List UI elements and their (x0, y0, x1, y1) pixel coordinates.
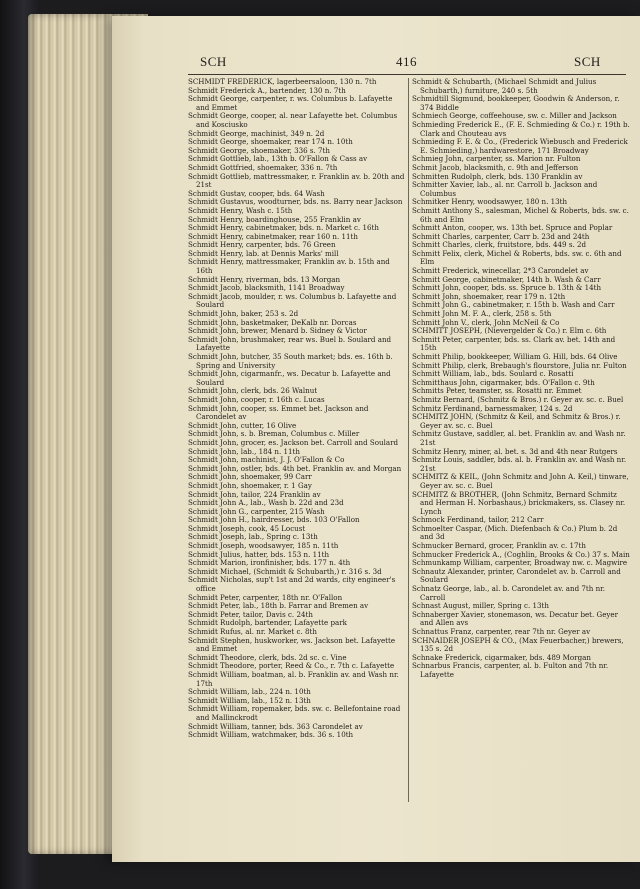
directory-entry: Schmidt William, lab., 152 n. 13th (188, 695, 311, 705)
directory-entry: Schmidt John, lab., 184 n. 11th (188, 446, 300, 456)
directory-entry: Schmucker Frederick A., (Coghlin, Brooks & Co.) 37 s. Main (412, 549, 630, 559)
directory-entry: Schmitt Frederick, winecellar, 2*3 Carondelet av (412, 266, 589, 276)
directory-entry: Schmidt John, brushmaker, rear ws. Buel b. Soulard and Lafayette (188, 334, 392, 353)
directory-entry: Schmidt Gustav, cooper, bds. 64 Wash (188, 188, 325, 198)
directory-entry: Schmunkamp William, carpenter, Broadway nw. c. Magwire (412, 558, 628, 568)
right-column (412, 78, 630, 680)
directory-entry: Schmidt William, ropemaker, bds. sw. c. Bellefontaine road and Mallinckrodt (188, 704, 401, 722)
directory-entry: Schmitten Rudolph, clerk, bds. 130 Franklin av (412, 171, 583, 181)
left-column (188, 78, 406, 740)
directory-entry: Schmidt Peter, tailor, Davis c. 24th (188, 609, 313, 619)
directory-entry: Schmidt Peter, carpenter, 18th nr. O'Fallon (188, 592, 343, 602)
directory-entry: Schmidt George, shoemaker, 336 s. 7th (188, 145, 330, 155)
directory-entry: Schmidt Nicholas, sup't 1st and 2d wards, city engineer's office (188, 575, 396, 594)
directory-entry: Schmidt William, watchmaker, bds. 36 s. 10th (188, 730, 354, 740)
header-right: SCH (574, 54, 601, 69)
directory-entry: Schmitt John V., clerk, John McNeil & Co (412, 317, 560, 327)
directory-entry: Schmidt John, basketmaker, DeKalb nr. Dorcas (188, 317, 357, 327)
directory-entry: Schmidt Henry, carpenter, bds. 76 Green (188, 240, 336, 250)
directory-entry: Schmitt Anton, cooper, ws. 13th bet. Spruce and Poplar (412, 223, 613, 233)
directory-entry: Schmidt John, tailor, 224 Franklin av (188, 489, 321, 499)
directory-entry: Schmitt Felix, clerk, Michel & Roberts, bds. sw. c. 6th and Elm (412, 248, 622, 267)
directory-entry: Schmidt John, grocer, es. Jackson bet. Carroll and Soulard (188, 437, 399, 447)
directory-entry: Schnautz Alexander, printer, Carondelet av. b. Carroll and Soulard (412, 566, 621, 585)
header-rule (188, 74, 626, 75)
directory-entry: Schmiech George, coffeehouse, sw. c. Miller and Jackson (412, 111, 617, 121)
directory-entry: Schmidtill Sigmund, bookkeeper, Goodwin & Anderson, r. 374 Biddle (412, 94, 620, 112)
directory-entry: Schnarbus Francis, carpenter, al. b. Fulton and 7th nr. Lafayette (412, 661, 609, 679)
directory-entry: Schmidt William, lab., 224 n. 10th (188, 687, 311, 697)
directory-entry: Schmucker Bernard, grocer, Franklin av. c. 17th (412, 541, 586, 551)
directory-entry: Schmit Jacob, blacksmith, c. 9th and Jefferson (412, 162, 579, 172)
directory-entry: Schmidt John, cooper, r. 16th c. Lucas (188, 394, 325, 404)
directory-entry: Schmidt & Schubarth, (Michael Schmidt and Julius Schubarth,) furniture, 240 s. 5th (412, 77, 597, 95)
directory-entry: Schmidt John A., lab., Wash b. 22d and 23d (188, 498, 344, 508)
directory-entry: Schmidt John, s. b. Breman, Columbus c. Miller (188, 429, 360, 439)
directory-entry: Schmidt John, machinist, J. J. O'Fallon & Co (188, 455, 345, 465)
directory-entry: SCHNAIDER JOSEPH & CO., (Max Feuerbacher,) brewers, 135 s. 2d (412, 635, 624, 654)
directory-entry: Schmidt Stephen, huskworker, ws. Jackson bet. Lafayette and Emmet (188, 635, 396, 654)
directory-entry: Schmidt Gottlieb, lab., 13th b. O'Fallon & Cass av (188, 154, 368, 164)
directory-entry: Schmidt John, clerk, bds. 26 Walnut (188, 386, 318, 396)
directory-entry: Schmidt Marion, ironfinisher, bds. 177 n. 4th (188, 558, 351, 568)
directory-entry: Schmidt John H., hairdresser, bds. 103 O'Fallon (188, 515, 360, 525)
header-left: SCH (200, 54, 227, 69)
directory-entry: Schmidt George, cooper, al. near Lafayette bet. Columbus and Kosciusko (188, 111, 398, 129)
directory-entry: Schnake Frederick, cigarmaker, bds. 489 Morgan (412, 652, 591, 662)
directory-entry: Schnatz George, lab., al. b. Carondelet av. and 7th nr. Carroll (412, 584, 605, 602)
directory-entry: Schmitz Louis, saddler, bds. al. b. Franklin av. and Wash nr. 21st (412, 455, 627, 473)
directory-entry: Schmidt George, shoemaker, rear 174 n. 10th (188, 137, 353, 147)
directory-entry: Schmitt Charles, clerk, fruitstore, bds. 449 s. 2d (412, 240, 587, 250)
directory-entry: Schmoelter Caspar, (Mich. Diefenbach & Co.) Plum b. 2d and 3d (412, 523, 618, 542)
directory-entry: Schmitt John, cooper, bds. ss. Spruce b. 13th & 14th (412, 283, 602, 293)
directory-entry: Schmidt Jacob, blacksmith, 1141 Broadway (188, 283, 345, 293)
directory-entry: Schmitt John M. F. A., clerk, 258 s. 5th (412, 309, 552, 319)
directory-entry: Schmidt Henry, Wash c. 15th (188, 205, 293, 215)
directory-entry: SCHMITZ JOHN, (Schmitz & Keil, and Schmitz & Bros.) r. Geyer av. sc. c. Buel (412, 412, 621, 430)
directory-entry: Schmidt John, butcher, 35 South market; bds. es. 16th b. Spring and University (188, 352, 393, 370)
directory-entry: SCHMITT JOSEPH, (Nievergelder & Co.) r. Elm c. 6th (412, 326, 607, 336)
directory-entry: Schmidt John, shoemaker, 99 Carr (188, 472, 312, 482)
page-number: 416 (396, 54, 417, 69)
directory-entry: Schmidt John, shoemaker, r. 1 Gay (188, 480, 312, 490)
directory-entry: Schmitz Bernard, (Schmitz & Bros.) r. Geyer av. sc. c. Buel (412, 394, 624, 404)
directory-entry: Schmidt William, tanner, bds. 363 Carondelet av (188, 721, 363, 731)
directory-entry: Schmitz Henry, miner, al. bet. s. 3d and 4th near Rutgers (412, 446, 618, 456)
directory-entry: Schmidt Gustavus, woodturner, bds. ns. Barry near Jackson (188, 197, 403, 207)
directory-entry: Schmidt Gottfried, shoemaker, 336 n. 7th (188, 162, 338, 172)
directory-entry: Schmidt Henry, boardinghouse, 255 Franklin av (188, 214, 361, 224)
directory-entry: Schmieg John, carpenter, ss. Marion nr. Fulton (412, 154, 581, 164)
directory-entry: Schnast August, miller, Spring c. 13th (412, 601, 549, 611)
column-divider (408, 78, 409, 802)
directory-entry: Schmitt Charles, carpenter, Carr b. 23d and 24th (412, 231, 590, 241)
directory-entry: Schmitz Ferdinand, barnessmaker, 124 s. 2d (412, 403, 573, 413)
directory-entry: Schmieding F. E. & Co., (Frederick Wiebusch and Frederick E. Schmieding,) hardwarestore, 171 Broadway (412, 137, 628, 155)
directory-entry: Schmidt Frederick A., bartender, 130 n. 7th (188, 85, 346, 95)
directory-entry: Schmidt William, boatman, al. b. Franklin av. and Wash nr. 17th (188, 669, 399, 688)
directory-entry: Schmitt Peter, carpenter, bds. ss. Clark av. bet. 14th and 15th (412, 334, 616, 353)
directory-entry: Schmock Ferdinand, tailor, 212 Carr (412, 515, 544, 525)
directory-entry: Schmitt Philip, clerk, Brebaugh's flourstore, Julia nr. Fulton (412, 360, 627, 370)
directory-entry: Schmidt Julius, hatter, bds. 153 n. 11th (188, 549, 330, 559)
directory-entry: Schmitt Anthony S., salesman, Michel & Roberts, bds. sw. c. 6th and Elm (412, 205, 629, 224)
directory-entry: Schmitthaus John, cigarmaker, bds. O'Fallon c. 9th (412, 377, 595, 387)
directory-entry: Schmidt Henry, cabinetmaker, bds. n. Market c. 16th (188, 223, 379, 233)
directory-entry: SCHMITZ & KEIL, (John Schmitz and John A. Keil,) tinware, Geyer av. sc. c. Buel (412, 472, 629, 490)
directory-entry: Schmidt Michael, (Schmidt & Schubarth,) r. 316 s. 3d (188, 566, 382, 576)
directory-entry: Schmidt Joseph, woodsawyer, 185 n. 11th (188, 541, 339, 551)
directory-entry: Schmidt Rufus, al. nr. Market c. 8th (188, 627, 317, 636)
directory-entry: Schmidt Theodore, clerk, bds. 2d sc. c. Vine (188, 652, 347, 662)
directory-entry: Schmidt Joseph, cook, 45 Locust (188, 523, 306, 533)
directory-entry: Schmidt John, baker, 253 s. 2d (188, 309, 299, 319)
directory-entry: Schmitt George, cabinetmaker, 14th b. Wash & Carr (412, 274, 601, 284)
directory-entry: Schmitz Gustave, saddler, al. bet. Franklin av. and Wash nr. 21st (412, 429, 626, 447)
directory-entry: SCHMITZ & BROTHER, (John Schmitz, Bernard Schmitz and Herman H. Norbashaus,) brickmakers, ss. Clasey nr. Lynch (412, 489, 626, 516)
directory-entry: Schmidt Peter, lab., 18th b. Farrar and Bremen av (188, 601, 369, 611)
directory-entry: Schnaberger Xavier, stonemason, ws. Decatur bet. Geyer and Allen avs (412, 609, 618, 628)
directory-entry: Schmidt Rudolph, bartender, Lafayette park (188, 618, 347, 628)
directory-entry: Schmitter Xavier, lab., al. nr. Carroll b. Jackson and Columbus (412, 180, 598, 198)
directory-entry: Schmitt William, lab., bds. Soulard c. Rosatti (412, 369, 574, 379)
directory-entry: Schnattus Franz, carpenter, rear 7th nr. Geyer av (412, 627, 591, 636)
directory-entry: Schmitt John, shoemaker, rear 179 n. 12th (412, 291, 566, 301)
directory-entry: Schmidt John, cooper, ss. Emmet bet. Jackson and Carondelet av (188, 403, 369, 422)
directory-entry: Schmitt John G., cabinetmaker, r. 15th b. Wash and Carr (412, 300, 615, 310)
directory-entry: Schmidt Henry, mattressmaker, Franklin av. b. 15th and 16th (188, 257, 390, 276)
running-header (112, 54, 640, 72)
directory-entry: Schmidt John, cutter, 16 Olive (188, 420, 297, 430)
directory-entry: Schmidt John G., carpenter, 215 Wash (188, 506, 325, 516)
directory-page (112, 16, 640, 862)
directory-entry: SCHMIDT FREDERICK, lagerbeersaloon, 130 n. 7th (188, 77, 377, 86)
directory-entry: Schmidt Joseph, lab., Spring c. 13th (188, 532, 318, 542)
directory-entry: Schmieding Frederick E., (F. E. Schmieding & Co.) r. 19th b. Clark and Chouteau avs (412, 119, 630, 138)
directory-entry: Schmitker Henry, woodsawyer, 180 n. 13th (412, 197, 568, 207)
directory-entry: Schmidt John, ostler, bds. 4th bet. Franklin av. and Morgan (188, 463, 402, 473)
directory-entry: Schmidt Jacob, moulder, r. ws. Columbus b. Lafayette and Soulard (188, 291, 397, 310)
directory-entry: Schmidt Gottlieb, mattressmaker, r. Franklin av. b. 20th and 21st (188, 171, 405, 190)
directory-entry: Schmidt George, machinist, 349 n. 2d (188, 128, 325, 138)
directory-entry: Schmitt Philip, bookkeeper, William G. Hill, bds. 64 Olive (412, 352, 618, 361)
directory-entry: Schmidt Henry, cabinetmaker, rear 160 n. 11th (188, 231, 358, 241)
directory-entry: Schmidt John, brewer, Menard b. Sidney & Victor (188, 326, 367, 336)
directory-entry: Schmitts Peter, teamster, ss. Rosatti nr. Emmet (412, 386, 582, 396)
directory-entry: Schmidt George, carpenter, r. ws. Columbus b. Lafayette and Emmet (188, 94, 393, 112)
directory-entry: Schmidt John, cigarmanfr., ws. Decatur b. Lafayette and Soulard (188, 369, 391, 387)
directory-entry: Schmidt Theodore, porter, Reed & Co., r. 7th c. Lafayette (188, 661, 395, 671)
directory-entry: Schmidt Henry, riverman, bds. 13 Morgan (188, 274, 341, 284)
directory-entry: Schmidt Henry, lab. at Dennis Marks' mill (188, 248, 339, 258)
